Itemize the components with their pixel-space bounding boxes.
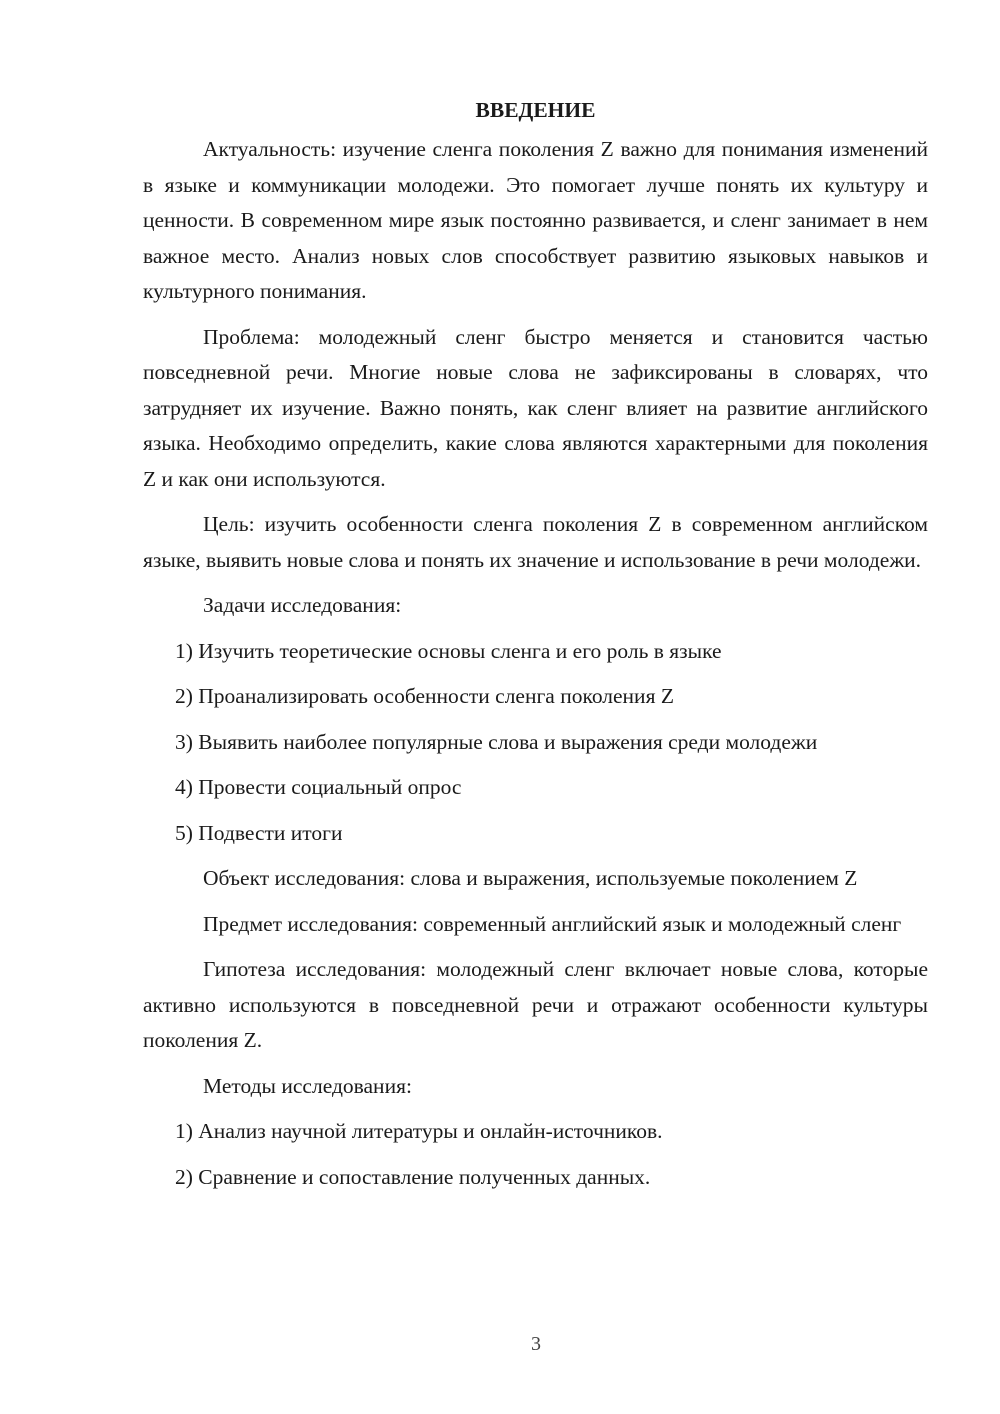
tasks-list [143,634,928,852]
list-item: 1) Изучить теоретические основы сленга и его роль в языке [175,638,722,663]
list-item: 5) Подвести итоги [175,820,343,845]
subject-paragraph: Предмет исследования: современный английский язык и молодежный сленг [203,911,902,936]
object-paragraph: Объект исследования: слова и выражения, используемые поколением Z [203,866,858,890]
section-title: ВВЕДЕНИЕ [475,98,596,122]
list-item: 2) Проанализировать особенности сленга поколения Z [175,684,674,708]
tasks-heading: Задачи исследования: [203,593,402,617]
relevance-paragraph: Актуальность: изучение сленга поколения Z важно для понимания изменений в языке и коммуникации молодежи. Это помогает лучше понять их культуру и ценности. В современном мире язык постоянно развивается, и сленг занимает в нем важное место. Анализ новых слов способствует развитию языковых навыков и культурного понимания. [143,137,928,303]
problem-paragraph: Проблема: молодежный сленг быстро меняется и становится частью повседневной речи. Многие новые слова не зафиксированы в словарях, что затрудняет их изучение. Важно понять, как сленг влияет на развитие английского языка. Необходимо определить, какие слова являются характерными для поколения Z и как они используются. [143,324,928,491]
list-item: 2) Сравнение и сопоставление полученных данных. [175,1164,651,1189]
page-number: 3 [531,1333,541,1355]
goal-paragraph: Цель: изучить особенности сленга поколения Z в современном английском языке, выявить новые слова и понять их значение и использование в речи молодежи. [143,512,928,572]
list-item: 1) Анализ научной литературы и онлайн-источников. [175,1119,663,1143]
methods-heading: Методы исследования: [203,1073,412,1098]
list-item: 3) Выявить наиболее популярные слова и выражения среди молодежи [175,729,818,754]
list-item: 4) Провести социальный опрос [175,775,462,799]
hypothesis-paragraph: Гипотеза исследования: молодежный сленг включает новые слова, которые активно используются в повседневной речи и отражают особенности культуры поколения Z. [143,957,928,1052]
methods-list [143,1114,928,1195]
document-page [143,92,928,1205]
